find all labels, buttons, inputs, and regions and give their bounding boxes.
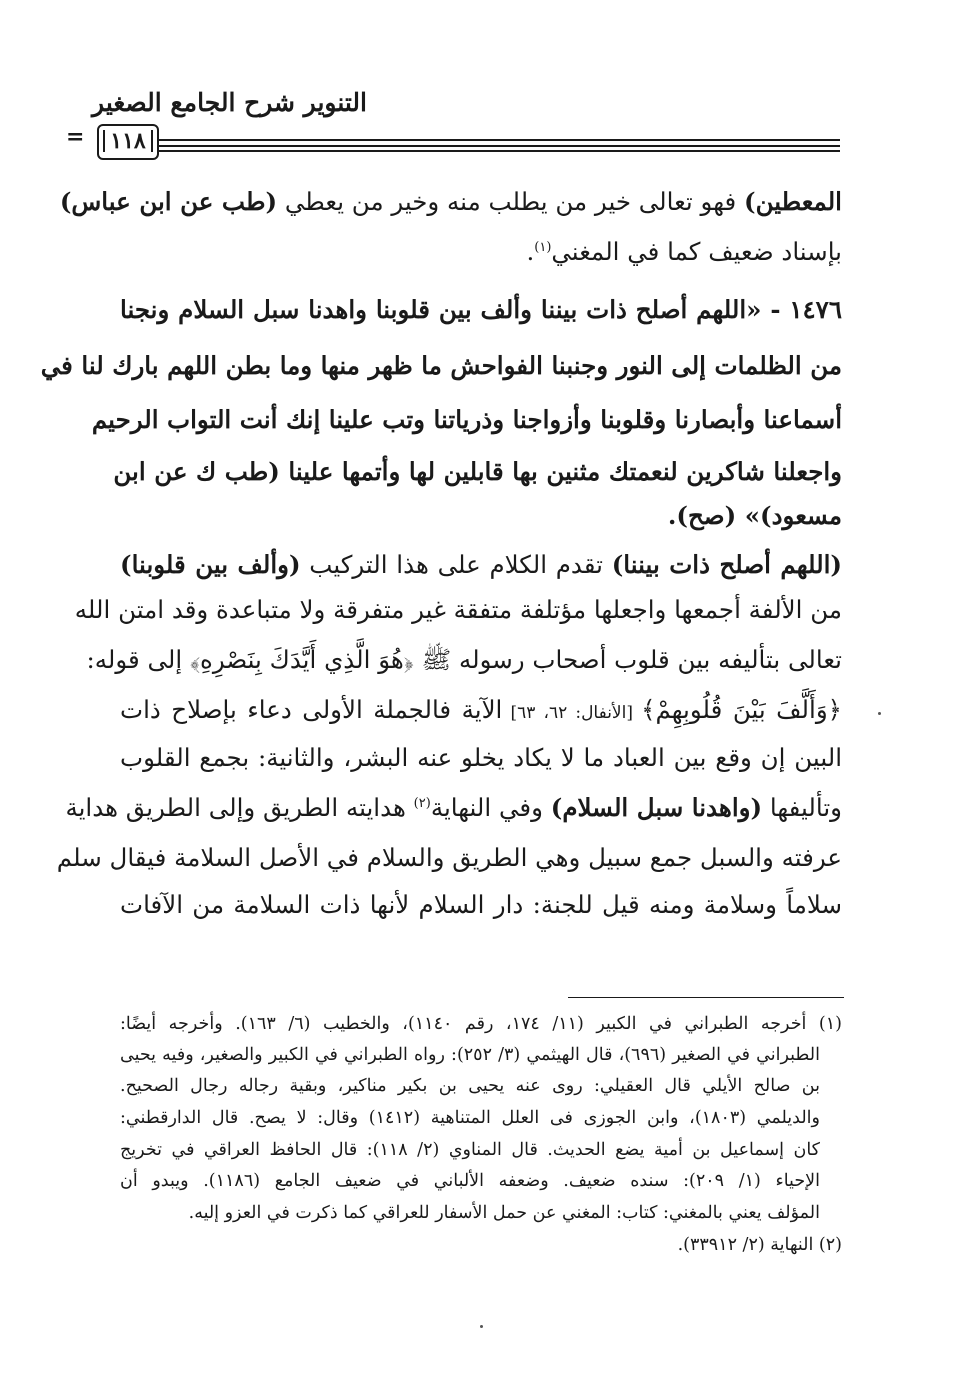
scan-speck bbox=[480, 1325, 483, 1328]
text-line: وتأليفها (واهدنا سبل السلام) وفي النهاية$^{(٢)}$ هدايته الطريق وإلى الطريق هداية bbox=[65, 793, 842, 822]
running-title: التنوير شرح الجامع الصغير bbox=[92, 88, 367, 117]
footnote-line: والديلمي (١٨٠٣)، وابن الجوزى فى العلل المتناهية (١٤١٢) وقال: لا يصح. قال الدارقطني: bbox=[120, 1108, 820, 1128]
hadith-line: واجعلنا شاكرين لنعمتك مثنين بها قابلين لها وأتمها علينا (طب ك عن ابن bbox=[113, 457, 842, 486]
footnote-separator bbox=[568, 997, 844, 998]
text-line: بإسناد ضعيف كما في المغني$^{(١)}$. bbox=[526, 237, 842, 266]
text-line: عرفته والسبل جمع سبيل وهي الطريق والسلام في الأصل السلامة فيقال سلم bbox=[56, 843, 842, 872]
quran-quote: ﴿وَأَلَّفَ بَيْنَ قُلُوبِهِمْ﴾ bbox=[641, 695, 843, 724]
footnote-line: كان إسماعيل بن أمية يضع الحديث. قال المناوي (٢/ ١١٨): قال الحافظ العراقي في تخريج bbox=[120, 1140, 821, 1160]
header-rule bbox=[118, 150, 840, 152]
text-line: سلاماً وسلامة ومنه قيل للجنة: دار السلام لأنها ذات السلامة من الآفات bbox=[120, 890, 842, 919]
header-rule bbox=[118, 139, 840, 141]
footnote-line: المؤلف يعني بالمغني: كتاب: المغني عن حمل الأسفار للعراقي كما ذكرت في العزو إليه. bbox=[188, 1203, 820, 1223]
header-rule bbox=[118, 145, 840, 147]
text-line: البين إن وقع بين العباد ما لا يكاد يخلو عنه البشر، والثانية: بجمع القلوب bbox=[120, 743, 842, 772]
scan-speck bbox=[878, 712, 881, 715]
footnote-line: (١) أخرجه الطبراني في الكبير (١١/ ١٧٤، رقم ١١٤٠)، والخطيب (٦/ ١٦٣). وأخرجه أيضًا: bbox=[120, 1014, 842, 1034]
hadith-line: من الظلمات إلى النور وجنبنا الفواحش ما ظهر منها وما بطن اللهم بارك لنا في bbox=[40, 351, 842, 380]
footnote-line: (٢) النهاية (٢/ ٣٣٩١٢). bbox=[677, 1235, 842, 1255]
hadith-line: أسماعنا وأبصارنا وقلوبنا وأزواجنا وذرياتنا وتب علينا إنك أنت التواب الرحيم bbox=[91, 405, 842, 434]
page-corner-mark: = bbox=[66, 124, 85, 150]
text-line: المعطين) فهو تعالى خير من يطلب منه وخير من يعطي (طب عن ابن عباس) bbox=[59, 187, 842, 216]
footnote-line: بن صالح الأيلي قال العقيلي: روى عنه يحيى بن بكير مناكير، وبقية رجاله رجال الصحيح. bbox=[120, 1076, 820, 1096]
page-number: ١١٨ bbox=[97, 124, 159, 160]
text-line: ﴿وَأَلَّفَ بَيْنَ قُلُوبِهِمْ﴾ [الأنفال: ٦٢، ٦٣] الآية فالجملة الأولى دعاء بإصلاح ذات bbox=[120, 695, 843, 724]
text-line: (اللهم أصلح ذات بيننا) تقدم الكلام على هذا التركيب (وألف بين قلوبنا) bbox=[120, 550, 842, 579]
hadith-line: ١٤٧٦ - «اللهم أصلح ذات بيننا وألف بين قلوبنا واهدنا سبل السلام ونجنا bbox=[120, 295, 842, 324]
footnote-line: الإحياء (١/ ٢٠٩): سنده ضعيف. وضعفه الألباني في ضعيف الجامع (١١٨٦). ويبدو أن bbox=[120, 1171, 820, 1191]
footnote-ref[interactable]: (١) bbox=[534, 240, 552, 255]
quran-reference: [الأنفال: ٦٢، ٦٣] bbox=[502, 703, 642, 723]
footnote-line: الطبراني في الصغير (٦٩٦)، قال الهيثمي (٣/ ٢٥٢): رواه الطبراني في الكبير والصغير، وفيه يحيى bbox=[120, 1045, 820, 1065]
text-line: تعالى بتأليفه بين قلوب أصحاب رسوله ﷺ ﴿هُوَ الَّذِي أَيَّدَكَ بِنَصْرِهِ﴾ إلى قوله: bbox=[86, 645, 842, 674]
text-line: من الألفة أجمعها واجعلها مؤتلفة متفقة غير متفرقة ولا متباعدة وقد امتن الله bbox=[74, 595, 842, 624]
footnote-ref[interactable]: (٢) bbox=[413, 796, 431, 811]
hadith-number: ١٤٧٦ - bbox=[761, 295, 842, 324]
hadith-line: مسعود)» (صح). bbox=[667, 501, 842, 530]
